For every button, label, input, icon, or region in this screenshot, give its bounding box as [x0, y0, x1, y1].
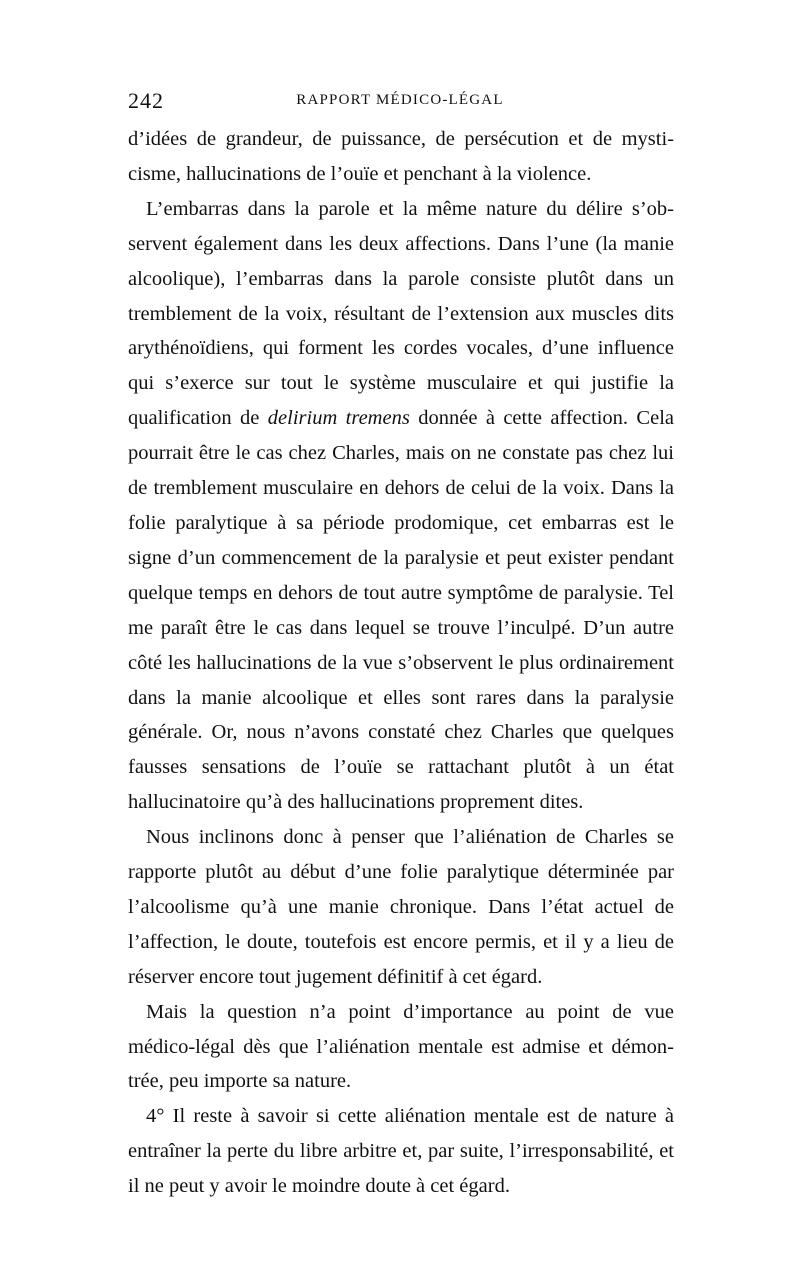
page-header — [128, 88, 672, 116]
page-number: 242 — [128, 88, 164, 113]
paragraph-inclination: Nous inclinons donc à penser que l’aliénation de Charles se rapporte plutôt au début d’une folie paralytique déterminée par l’alcoolisme qu’à une manie chronique. Dans l’état actuel de l’affection, le doute, toutefois est encore permis, et il y a lieu de réserver encore tout jugement définitif à cet égard. — [128, 826, 674, 988]
paragraph-continuation: d’idées de grandeur, de puissance, de persécution et de mysticisme, hallucinations de l’ouïe et penchant à la violence. — [128, 128, 674, 185]
body-text — [128, 122, 674, 1204]
paragraph-point-4: 4° Il reste à savoir si cette aliénation mentale est de nature à entraîner la perte du libre arbitre et, par suite, l’irresponsabilité, et il ne peut y avoir le moindre doute à cet égard. — [128, 1105, 674, 1198]
paragraph-embarras — [128, 192, 674, 820]
paragraph-question: Mais la question n’a point d’importance au point de vue médico-légal dès que l’aliénation mentale est admise et démontrée, peu importe sa nature. — [128, 1000, 674, 1093]
paragraph-text: L’embarras dans la parole et la même nature du délire s’observent également dans les deux affections. Dans l’une (la manie alcoolique), l’embarras dans la parole consiste plutôt dans un tremblement de la voix, résultant de l’extension aux muscles dits arythénoïdiens, qui forment les cordes vocales, d’une influence qui s’exerce sur tout le système musculaire et qui justifie la qualification de — [128, 197, 674, 430]
paragraph-text: donnée à cette affection. Cela pourrait être le cas chez Charles, mais on ne constate pas chez lui de tremblement musculaire en dehors de celui de la voix. Dans la folie paralytique à sa période prodomique, cet embarras est le signe d’un commencement de la paralysie et peut exister pendant quelque temps en dehors de tout autre symptôme de paralysie. Tel me paraît être le cas dans lequel se trouve l’inculpé. D’un autre côté les hallucinations de la vue s’observent le plus ordinairement dans la manie alcoolique et elles sont rares dans la paralysie générale. Or, nous n’avons constaté chez Charles que quelques fausses sensations de l’ouïe se rattachant plutôt à un état hallucinatoire qu’à des hallucinations proprement dites. — [128, 407, 675, 814]
italic-term: delirium tremens — [267, 407, 410, 430]
running-title: RAPPORT MÉDICO-LÉGAL — [296, 92, 504, 108]
